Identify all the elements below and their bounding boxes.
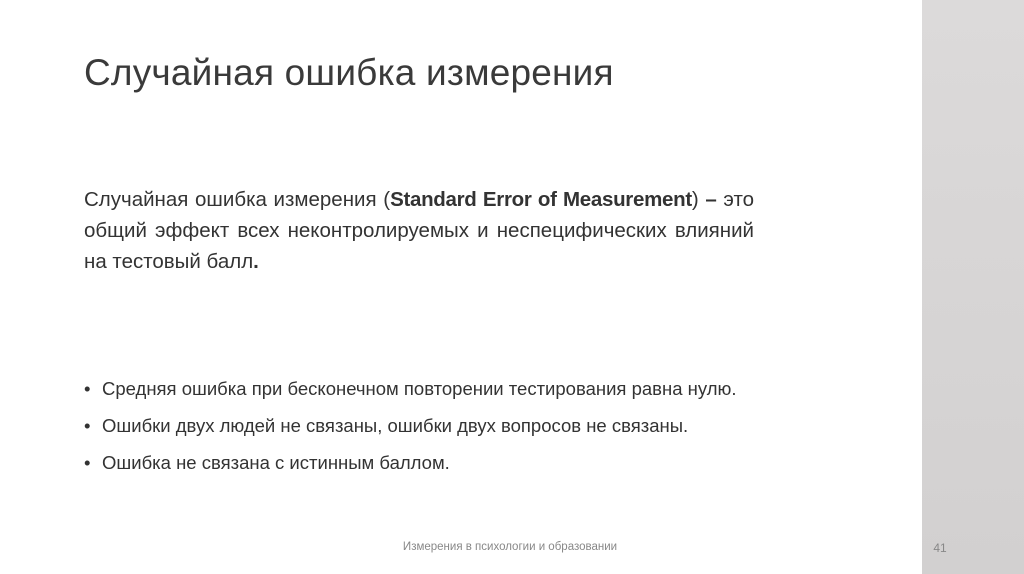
definition-body: это общий эффект всех неконтролируемых и неспецифических влияний на тестовый балл <box>84 188 754 273</box>
bullet-icon: • <box>84 452 91 473</box>
page-number: 41 <box>933 541 947 555</box>
list-item <box>84 450 884 475</box>
definition-term: Standard Error of Measurement <box>390 188 692 211</box>
definition-dash: – <box>705 188 717 211</box>
bullet-icon: • <box>84 378 91 399</box>
list-item-text: Ошибки двух людей не связаны, ошибки двух вопросов не связаны. <box>102 415 689 436</box>
list-item <box>84 376 884 401</box>
bullet-icon: • <box>84 415 91 436</box>
definition-close-paren: ) <box>691 188 699 211</box>
footer-text: Измерения в психологии и образовании <box>402 541 618 553</box>
definition-lead: Случайная ошибка измерения ( <box>84 188 391 211</box>
side-panel <box>922 0 1024 574</box>
bullet-list <box>84 376 884 487</box>
definition-period: . <box>253 250 259 273</box>
list-item-text: Ошибка не связана с истинным баллом. <box>102 452 450 473</box>
list-item-text: Средняя ошибка при бесконечном повторении тестирования равна нулю. <box>102 378 737 399</box>
slide-title: Случайная ошибка измерения <box>84 52 614 93</box>
list-item <box>84 413 884 438</box>
definition-paragraph <box>84 184 754 277</box>
